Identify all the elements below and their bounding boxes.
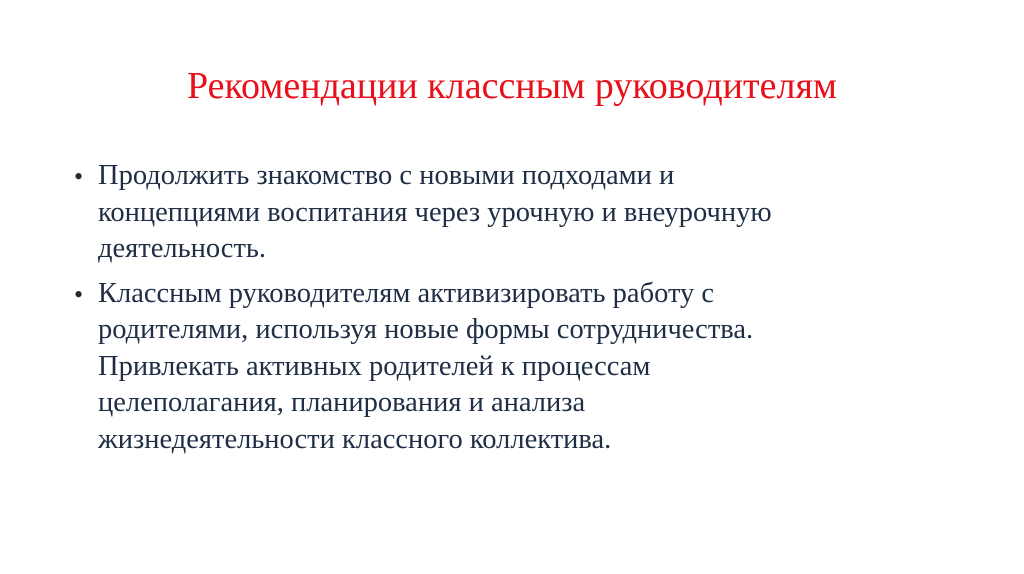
slide-title: Рекомендации классным руководителям xyxy=(187,65,837,107)
bullet-text-line: целеполагания, планирования и анализа xyxy=(98,387,586,418)
bullet-text xyxy=(98,276,753,459)
bullet-text-line: Привлекать активных родителей к процессам xyxy=(98,350,651,382)
bullet-text-line: Продолжить знакомство с новыми подходами и xyxy=(98,160,675,191)
bullet-text-line: концепциями воспитания через урочную и внеурочную xyxy=(98,196,772,228)
bullet-list xyxy=(74,158,954,466)
bullet-text-line: родителями, используя новые формы сотрудничества. xyxy=(98,314,754,345)
bullet-text-line: деятельность. xyxy=(98,233,267,264)
bullet-text xyxy=(98,158,772,268)
list-item xyxy=(74,158,954,268)
list-item xyxy=(74,276,954,459)
bullet-text-line: Классным руководителям активизировать работу с xyxy=(98,277,715,309)
bullet-text-line: жизнедеятельности классного коллектива. xyxy=(98,423,612,455)
bullet-marker-icon: • xyxy=(74,162,84,191)
bullet-marker-icon: • xyxy=(74,279,84,309)
